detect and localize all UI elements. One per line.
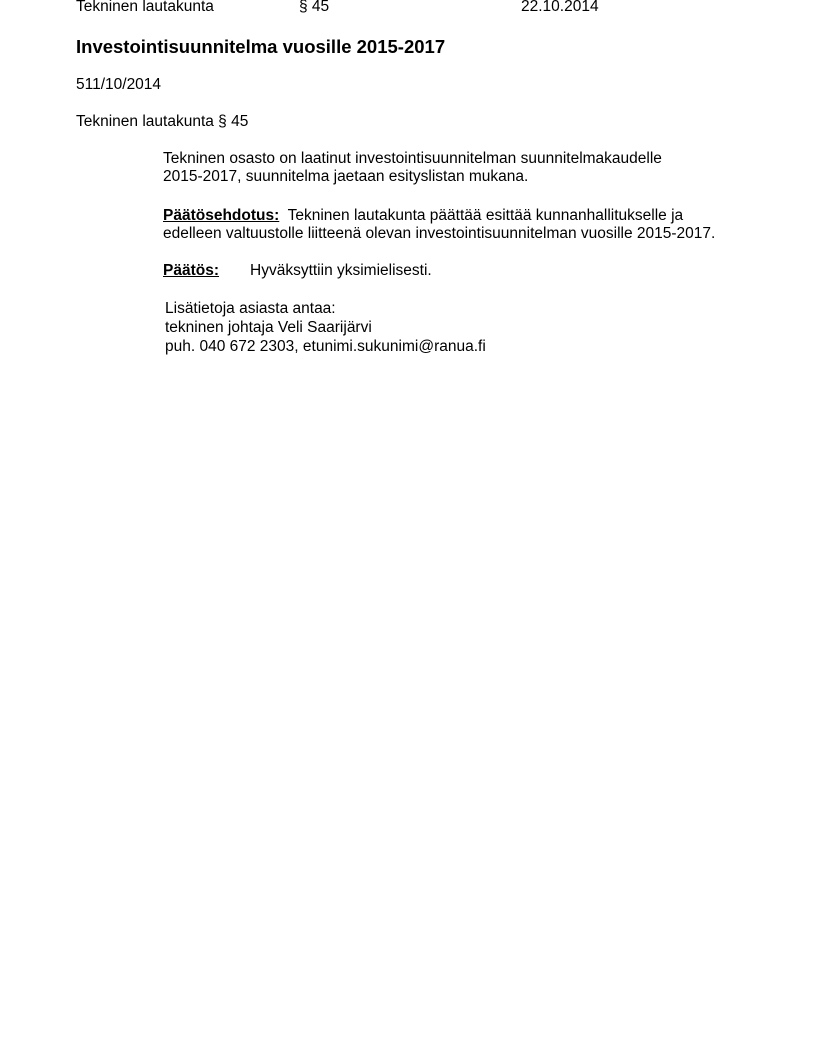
header-section: § 45: [299, 0, 330, 15]
proposal-text-1: Tekninen lautakunta päättää esittää kunnanhallitukselle ja: [287, 207, 684, 224]
header-organ: Tekninen lautakunta: [76, 0, 214, 15]
proposal-line-2: edelleen valtuustolle liitteenä olevan investointisuunnitelman vuosille 2015-2017.: [163, 225, 716, 242]
description-line-2: 2015-2017, suunnitelma jaetaan esityslistan mukana.: [163, 168, 529, 185]
document-title: Investointisuunnitelma vuosille 2015-2017: [76, 36, 446, 57]
board-section: Tekninen lautakunta § 45: [76, 113, 249, 130]
reference-number: 511/10/2014: [76, 76, 162, 93]
proposal-label: Päätösehdotus:: [163, 207, 280, 224]
contact-line-1: Lisätietoja asiasta antaa:: [165, 300, 336, 317]
header-date: 22.10.2014: [521, 0, 599, 15]
proposal-paragraph: [163, 207, 715, 243]
contact-line-3: puh. 040 672 2303, etunimi.sukunimi@ranua.fi: [165, 338, 486, 355]
contact-line-2: tekninen johtaja Veli Saarijärvi: [165, 319, 372, 336]
proposal-line-1: [163, 207, 715, 225]
description-paragraph: [163, 150, 662, 186]
decision-label-wrap: [163, 262, 219, 280]
contact-info: [165, 299, 486, 356]
decision-label: Päätös:: [163, 262, 219, 279]
description-line-1: Tekninen osasto on laatinut investointisuunnitelman suunnitelmakaudelle: [163, 150, 662, 167]
decision-text: Hyväksyttiin yksimielisesti.: [250, 262, 432, 279]
